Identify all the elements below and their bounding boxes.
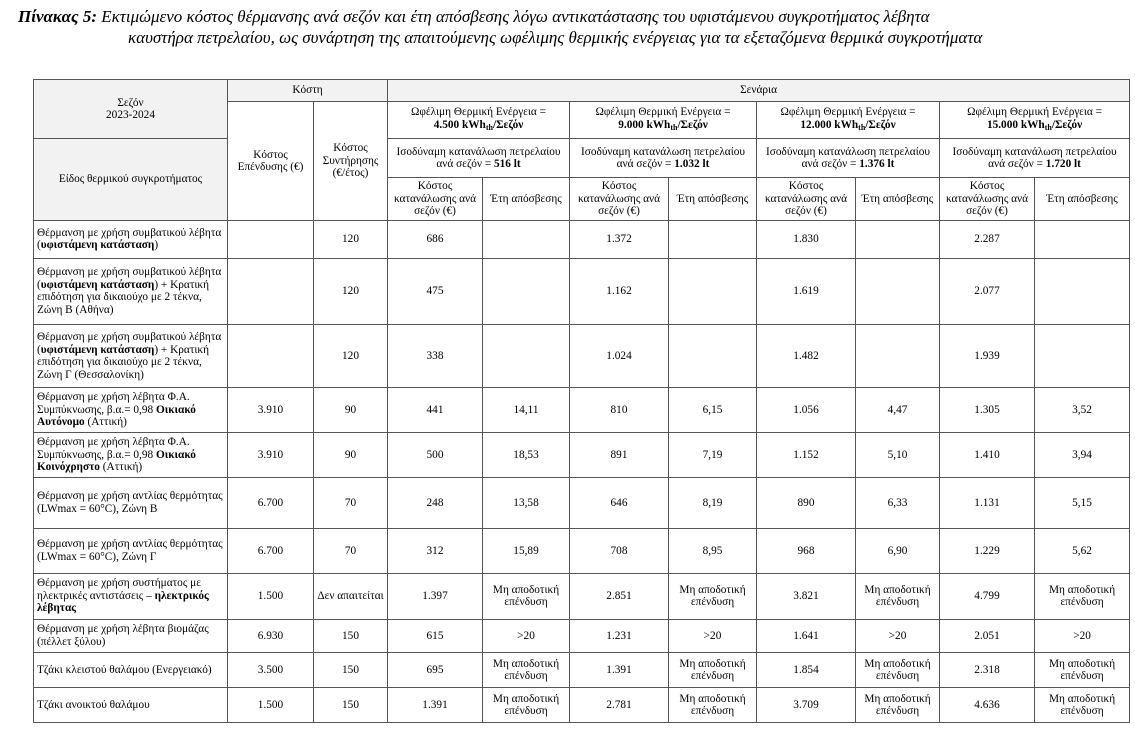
payback-cell: >20	[669, 619, 757, 652]
consumption-cost-cell: 312	[388, 528, 483, 573]
table-row	[34, 221, 1130, 259]
payback-cell: Μη αποδοτική επένδυση	[669, 573, 757, 619]
consumption-cost-cell: 248	[388, 477, 483, 528]
consumption-cost-cell: 1.162	[570, 258, 669, 325]
maint-cost-cell: 120	[314, 258, 388, 325]
install-cost-cell: 6.930	[228, 619, 314, 652]
payback-cell: 5,15	[1035, 477, 1130, 528]
scenario-energy-header	[940, 102, 1130, 139]
label-text: Θέρμανση με χρήση λέβητα Φ.Α. Συμπύκνωσης, β.α.= 0,98	[37, 436, 190, 461]
consumption-cost-cell: 1.305	[940, 387, 1035, 432]
table-row	[34, 432, 1130, 477]
payback-cell	[1035, 325, 1130, 388]
energy-unit-sub: th	[858, 122, 866, 132]
consumption-cost-cell: 1.372	[570, 221, 669, 259]
consumption-cost-cell: 1.391	[570, 653, 669, 688]
col-payback-header: Έτη απόσβεσης	[1035, 178, 1130, 221]
system-type-cell	[34, 477, 228, 528]
consumption-cost-cell: 1.131	[940, 477, 1035, 528]
install-cost-cell	[228, 325, 314, 388]
energy-unit-sub: th	[1044, 122, 1052, 132]
payback-cell: Μη αποδοτική επένδυση	[1035, 688, 1130, 723]
table-row	[34, 477, 1130, 528]
col-payback-header: Έτη απόσβεσης	[856, 178, 940, 221]
energy-value: 4.500 kWh$_{th}$/Σεζόν	[433, 118, 524, 132]
col-consumption-cost-header: Κόστος κατανάλωσης ανά σεζόν (€)	[388, 178, 483, 221]
consumption-cost-cell: 615	[388, 619, 483, 652]
label-text: Θέρμανση με χρήση συστήματος με ηλεκτρικές αντιστάσεις –	[37, 577, 201, 602]
consumption-cost-cell: 2.077	[940, 258, 1035, 325]
install-cost-cell	[228, 258, 314, 325]
maint-cost-cell: 150	[314, 619, 388, 652]
consumption-cost-cell: 2.781	[570, 688, 669, 723]
payback-cell: 8,95	[669, 528, 757, 573]
oil-prefix: Ισοδύναμη κατανάλωση πετρελαίου ανά σεζόν =	[766, 145, 931, 170]
payback-cell: 4,47	[856, 387, 940, 432]
consumption-cost-cell: 1.397	[388, 573, 483, 619]
consumption-cost-cell: 500	[388, 432, 483, 477]
costs-group-header: Κόστη	[228, 80, 388, 102]
energy-prefix: Ωφέλιμη Θερμική Ενέργεια =	[595, 106, 731, 118]
consumption-cost-cell: 1.641	[757, 619, 856, 652]
scenarios-group-header: Σενάρια	[388, 80, 1130, 102]
maint-cost-cell: 70	[314, 477, 388, 528]
install-cost-cell: 1.500	[228, 688, 314, 723]
caption-line2: καυστήρα πετρελαίου, ως συνάρτηση της απαιτούμενης ωφέλιμης θερμικής ενέργειας για τα εξεταζόμενα θερμικά συγκροτήματα	[128, 28, 983, 47]
label-text: (Αττική)	[99, 461, 143, 474]
maint-cost-cell: 90	[314, 432, 388, 477]
consumption-cost-cell: 708	[570, 528, 669, 573]
consumption-cost-cell: 2.851	[570, 573, 669, 619]
consumption-cost-cell: 3.709	[757, 688, 856, 723]
energy-prefix: Ωφέλιμη Θερμική Ενέργεια =	[967, 106, 1103, 118]
energy-value: 12.000 kWh$_{th}$/Σεζόν	[800, 118, 896, 132]
maint-cost-cell: 150	[314, 653, 388, 688]
consumption-cost-cell: 686	[388, 221, 483, 259]
caption-label: Πίνακας 5:	[18, 7, 97, 26]
install-cost-cell	[228, 221, 314, 259]
payback-cell: 6,33	[856, 477, 940, 528]
label-bold: ηλεκτρικός λέβητας	[37, 589, 209, 615]
scenario-oil-header	[388, 139, 570, 178]
consumption-cost-cell: 1.830	[757, 221, 856, 259]
table-row	[34, 573, 1130, 619]
system-type-cell	[34, 325, 228, 388]
label-text: Θέρμανση με χρήση αντλίας θερμότητας (LWmax = 60°C), Ζώνη Β	[37, 490, 223, 515]
label-bold: υφιστάμενη κατάσταση	[40, 278, 155, 291]
table-row	[34, 325, 1130, 388]
payback-cell: 3,94	[1035, 432, 1130, 477]
label-text: )	[154, 239, 159, 252]
consumption-cost-cell: 441	[388, 387, 483, 432]
payback-cell	[483, 325, 570, 388]
payback-cell: Μη αποδοτική επένδυση	[483, 653, 570, 688]
oil-value: 1.720 lt	[1045, 158, 1081, 170]
col-consumption-cost-header: Κόστος κατανάλωσης ανά σεζόν (€)	[570, 178, 669, 221]
payback-cell: 13,58	[483, 477, 570, 528]
payback-cell: 14,11	[483, 387, 570, 432]
energy-prefix: Ωφέλιμη Θερμική Ενέργεια =	[411, 106, 546, 118]
consumption-cost-cell: 695	[388, 653, 483, 688]
install-cost-header: Κόστος Επένδυσης (€)	[228, 102, 314, 221]
scenario-oil-header	[940, 139, 1130, 178]
payback-cell: 5,62	[1035, 528, 1130, 573]
consumption-cost-cell: 4.636	[940, 688, 1035, 723]
consumption-cost-cell: 2.051	[940, 619, 1035, 652]
label-text: ) + Κρατική επιδότηση για δικαιούχο με 2 τέκνα, Ζώνη Β (Αθήνα)	[37, 278, 210, 316]
maint-cost-cell: Δεν απαιτείται	[314, 573, 388, 619]
payback-cell: >20	[1035, 619, 1130, 652]
maint-cost-cell: 150	[314, 688, 388, 723]
consumption-cost-cell: 1.939	[940, 325, 1035, 388]
heating-cost-table	[33, 79, 1130, 723]
consumption-cost-cell: 1.229	[940, 528, 1035, 573]
payback-cell	[483, 258, 570, 325]
system-type-cell	[34, 258, 228, 325]
table-caption	[18, 6, 1128, 48]
table-row	[34, 688, 1130, 723]
install-cost-cell: 1.500	[228, 573, 314, 619]
season-label: Σεζόν	[117, 96, 144, 109]
payback-cell: 8,19	[669, 477, 757, 528]
oil-prefix: Ισοδύναμη κατανάλωση πετρελαίου ανά σεζόν =	[396, 145, 561, 170]
consumption-cost-cell: 475	[388, 258, 483, 325]
maint-cost-cell: 70	[314, 528, 388, 573]
oil-prefix: Ισοδύναμη κατανάλωση πετρελαίου ανά σεζόν =	[581, 145, 746, 170]
system-type-cell	[34, 528, 228, 573]
payback-cell: Μη αποδοτική επένδυση	[856, 688, 940, 723]
system-type-cell	[34, 653, 228, 688]
col-payback-header: Έτη απόσβεσης	[669, 178, 757, 221]
consumption-cost-cell: 1.619	[757, 258, 856, 325]
maint-cost-header: Κόστος Συντήρησης (€/έτος)	[314, 102, 388, 221]
system-type-header: Είδος θερμικού συγκροτήματος	[34, 139, 228, 221]
payback-cell	[1035, 258, 1130, 325]
consumption-cost-cell: 2.318	[940, 653, 1035, 688]
payback-cell	[856, 221, 940, 259]
oil-value: 1.032 lt	[674, 158, 710, 170]
payback-cell: 5,10	[856, 432, 940, 477]
payback-cell: Μη αποδοτική επένδυση	[1035, 653, 1130, 688]
consumption-cost-cell: 810	[570, 387, 669, 432]
table-row	[34, 619, 1130, 652]
install-cost-cell: 6.700	[228, 477, 314, 528]
payback-cell: 6,90	[856, 528, 940, 573]
payback-cell: Μη αποδοτική επένδυση	[483, 573, 570, 619]
scenario-energy-header	[388, 102, 570, 139]
season-header	[34, 80, 228, 139]
consumption-cost-cell: 891	[570, 432, 669, 477]
payback-cell: Μη αποδοτική επένδυση	[669, 653, 757, 688]
install-cost-cell: 3.910	[228, 387, 314, 432]
payback-cell	[1035, 221, 1130, 259]
payback-cell	[669, 258, 757, 325]
payback-cell: 15,89	[483, 528, 570, 573]
label-text: Θέρμανση με χρήση συμβατικού λέβητα (	[37, 226, 222, 252]
label-text: ) + Κρατική επιδότηση για δικαιούχο με 2 τέκνα, Ζώνη Γ (Θεσσαλονίκη)	[37, 343, 210, 381]
payback-cell: Μη αποδοτική επένδυση	[669, 688, 757, 723]
col-consumption-cost-header: Κόστος κατανάλωσης ανά σεζόν (€)	[757, 178, 856, 221]
scenario-energy-header	[757, 102, 940, 139]
install-cost-cell: 3.500	[228, 653, 314, 688]
payback-cell: 18,53	[483, 432, 570, 477]
consumption-cost-cell: 1.391	[388, 688, 483, 723]
consumption-cost-cell: 1.410	[940, 432, 1035, 477]
maint-cost-cell: 120	[314, 325, 388, 388]
consumption-cost-cell: 1.152	[757, 432, 856, 477]
payback-cell: Μη αποδοτική επένδυση	[856, 653, 940, 688]
system-type-cell	[34, 221, 228, 259]
scenario-oil-header	[757, 139, 940, 178]
consumption-cost-cell: 968	[757, 528, 856, 573]
install-cost-cell: 6.700	[228, 528, 314, 573]
system-type-cell	[34, 387, 228, 432]
consumption-cost-cell: 4.799	[940, 573, 1035, 619]
energy-value: 15.000 kWh$_{th}$/Σεζόν	[986, 118, 1083, 132]
scenario-energy-header	[570, 102, 757, 139]
payback-cell	[856, 258, 940, 325]
energy-unit-sub: th	[485, 122, 493, 132]
season-value: 2023-2024	[106, 109, 155, 121]
label-text: Θέρμανση με χρήση συμβατικού λέβητα (	[37, 266, 222, 291]
consumption-cost-cell: 338	[388, 325, 483, 388]
payback-cell: 3,52	[1035, 387, 1130, 432]
payback-cell	[669, 221, 757, 259]
payback-cell: Μη αποδοτική επένδυση	[1035, 573, 1130, 619]
consumption-cost-cell: 1.854	[757, 653, 856, 688]
payback-cell: Μη αποδοτική επένδυση	[483, 688, 570, 723]
label-text: Θέρμανση με χρήση συμβατικού λέβητα (	[37, 331, 222, 356]
payback-cell	[856, 325, 940, 388]
install-cost-cell: 3.910	[228, 432, 314, 477]
energy-value: 9.000 kWh$_{th}$/Σεζόν	[618, 118, 708, 132]
payback-cell: >20	[483, 619, 570, 652]
label-bold: υφιστάμενη κατάσταση	[40, 239, 155, 252]
payback-cell: Μη αποδοτική επένδυση	[856, 573, 940, 619]
label-text: (Αττική)	[84, 416, 127, 429]
oil-value: 516 lt	[494, 158, 521, 170]
label-text: Τζάκι ανοικτού θαλάμου	[37, 698, 150, 711]
oil-value: 1.376 lt	[859, 158, 895, 170]
consumption-cost-cell: 1.056	[757, 387, 856, 432]
consumption-cost-cell: 3.821	[757, 573, 856, 619]
system-type-cell	[34, 619, 228, 652]
label-text: Θέρμανση με χρήση αντλίας θερμότητας (LWmax = 60°C), Ζώνη Γ	[37, 538, 223, 563]
consumption-cost-cell: 890	[757, 477, 856, 528]
oil-prefix: Ισοδύναμη κατανάλωση πετρελαίου ανά σεζόν =	[952, 145, 1117, 170]
caption-line1: Εκτιμώμενο κόστος θέρμανσης ανά σεζόν και έτη απόσβεσης λόγω αντικατάστασης του υφιστάμενου συγκροτήματος λέβητα	[101, 7, 930, 26]
consumption-cost-cell: 1.231	[570, 619, 669, 652]
consumption-cost-cell: 2.287	[940, 221, 1035, 259]
payback-cell: 7,19	[669, 432, 757, 477]
consumption-cost-cell: 1.024	[570, 325, 669, 388]
label-bold: Οικιακό Κοινόχρηστο	[37, 448, 196, 474]
energy-prefix: Ωφέλιμη Θερμική Ενέργεια =	[780, 106, 916, 118]
table-row	[34, 258, 1130, 325]
label-text: Τζάκι κλειστού θαλάμου (Ενεργειακό)	[37, 663, 212, 676]
system-type-cell	[34, 432, 228, 477]
payback-cell	[483, 221, 570, 259]
table-row	[34, 387, 1130, 432]
payback-cell: 6,15	[669, 387, 757, 432]
table-row	[34, 653, 1130, 688]
energy-unit-sub: th	[670, 122, 678, 132]
payback-cell	[669, 325, 757, 388]
consumption-cost-cell: 1.482	[757, 325, 856, 388]
label-bold: υφιστάμενη κατάσταση	[40, 343, 155, 356]
table-row	[34, 528, 1130, 573]
system-type-cell	[34, 688, 228, 723]
scenario-oil-header	[570, 139, 757, 178]
maint-cost-cell: 90	[314, 387, 388, 432]
label-bold: Οικιακό Αυτόνομο	[37, 403, 196, 429]
payback-cell: >20	[856, 619, 940, 652]
maint-cost-cell: 120	[314, 221, 388, 259]
system-type-cell	[34, 573, 228, 619]
label-text: Θέρμανση με χρήση λέβητα Φ.Α. Συμπύκνωσης, β.α.= 0,98	[37, 391, 190, 416]
label-text: Θέρμανση με χρήση λέβητα βιομάζας (πέλλετ ξύλου)	[37, 623, 209, 648]
col-payback-header: Έτη απόσβεσης	[483, 178, 570, 221]
consumption-cost-cell: 646	[570, 477, 669, 528]
col-consumption-cost-header: Κόστος κατανάλωσης ανά σεζόν (€)	[940, 178, 1035, 221]
